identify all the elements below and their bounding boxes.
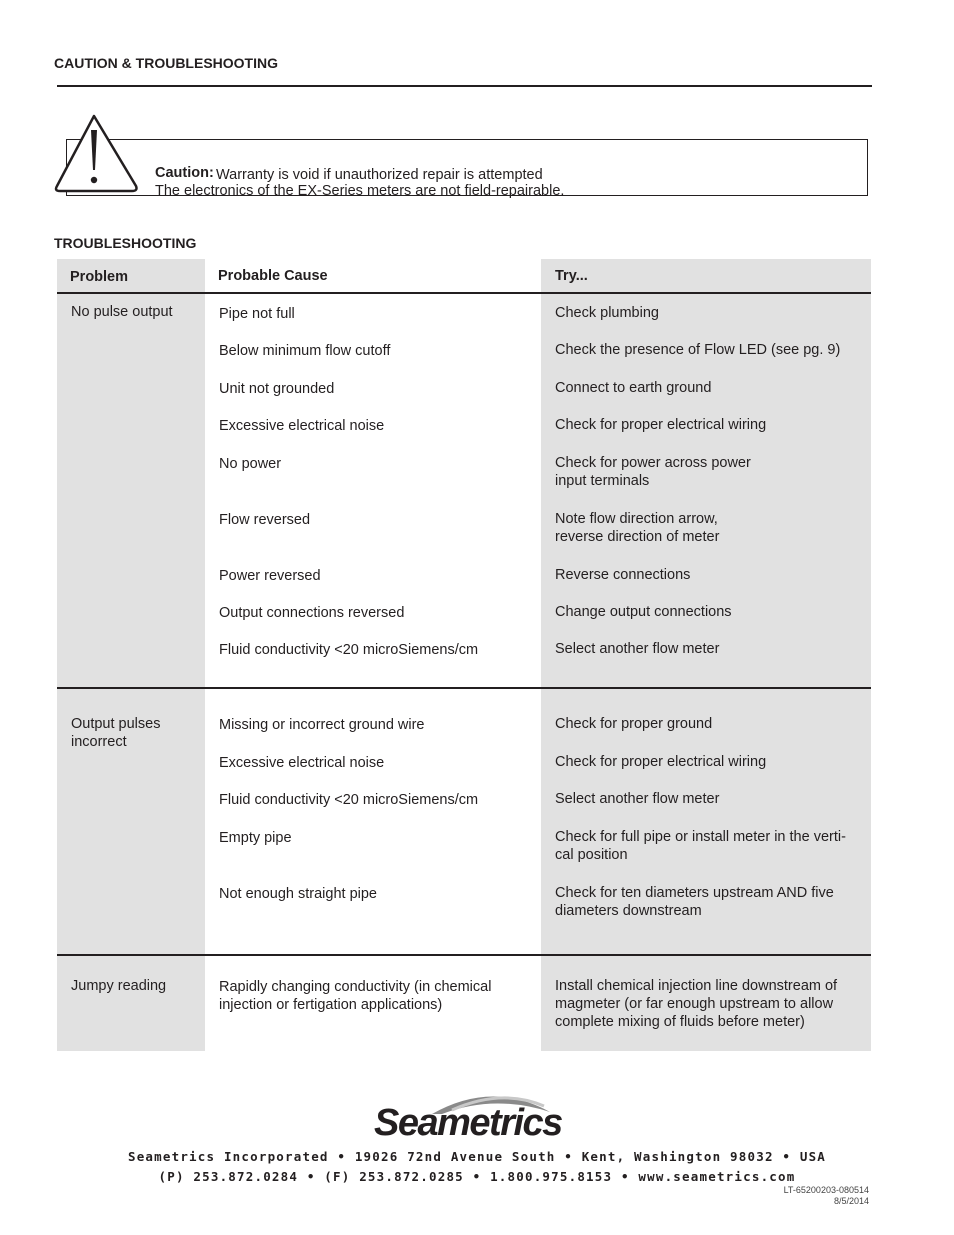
try-cell: Check plumbing xyxy=(555,305,659,321)
try-cell: Select another flow meter xyxy=(555,791,720,807)
problem-column xyxy=(57,259,205,1051)
cause-cell: Empty pipe xyxy=(219,830,292,846)
header-divider xyxy=(57,292,871,294)
footer-contact: (P) 253.872.0284 • (F) 253.872.0285 • 1.800.975.8153 • www.seametrics.com xyxy=(158,1169,796,1184)
cause-cell: Flow reversed xyxy=(219,512,311,528)
try-cell: Check for proper ground xyxy=(555,716,713,732)
header-problem: Problem xyxy=(70,269,129,285)
caution-line1: The electronics of the EX-Series meters are not field-repairable. xyxy=(155,183,565,199)
cause-cell: Excessive electrical noise xyxy=(219,755,385,771)
group-divider xyxy=(57,687,871,689)
divider xyxy=(57,85,872,87)
try-cell: Note flow direction arrow, reverse direction of meter xyxy=(555,511,720,545)
try-cell: Check the presence of Flow LED (see pg. 9) xyxy=(555,342,841,358)
cause-cell: Unit not grounded xyxy=(219,381,335,397)
cause-cell: Below minimum flow cutoff xyxy=(219,343,391,359)
cause-cell: Not enough straight pipe xyxy=(219,886,377,902)
cause-cell: Pipe not full xyxy=(219,306,295,322)
try-cell: Change output connections xyxy=(555,604,732,620)
cause-cell: Fluid conductivity <20 microSiemens/cm xyxy=(219,792,479,808)
warning-icon xyxy=(52,112,142,194)
section-title: CAUTION & TROUBLESHOOTING xyxy=(54,55,278,71)
problem-cell: Jumpy reading xyxy=(71,978,167,994)
cause-cell: No power xyxy=(219,456,282,472)
cause-cell: Fluid conductivity <20 microSiemens/cm xyxy=(219,642,479,658)
header-cause: Probable Cause xyxy=(218,268,328,284)
cause-cell: Rapidly changing conductivity (in chemical injection or fertigation applications) xyxy=(219,979,492,1013)
try-cell: Connect to earth ground xyxy=(555,380,712,396)
try-cell: Check for full pipe or install meter in the verti- cal position xyxy=(555,829,846,863)
group-divider xyxy=(57,954,871,956)
troubleshooting-title: TROUBLESHOOTING xyxy=(54,235,197,251)
try-cell: Reverse connections xyxy=(555,567,691,583)
cause-cell: Excessive electrical noise xyxy=(219,418,385,434)
problem-cell: Output pulses incorrect xyxy=(71,716,161,750)
try-cell: Select another flow meter xyxy=(555,641,720,657)
seametrics-logo: Seametrics xyxy=(372,1088,582,1146)
try-cell: Check for proper electrical wiring xyxy=(555,417,767,433)
try-cell: Check for power across power input terminals xyxy=(555,455,751,489)
try-cell: Install chemical injection line downstream of magmeter (or far enough upstream to allow complete mixing of fluids before meter) xyxy=(555,978,838,1030)
try-cell: Check for ten diameters upstream AND five diameters downstream xyxy=(555,885,834,919)
document-date: 8/5/2014 xyxy=(833,1196,869,1206)
cause-cell: Power reversed xyxy=(219,568,321,584)
cause-cell: Missing or incorrect ground wire xyxy=(219,717,425,733)
try-cell: Check for proper electrical wiring xyxy=(555,754,767,770)
document-id: LT-65200203-080514 xyxy=(783,1185,869,1195)
caution-line2: Warranty is void if unauthorized repair is attempted xyxy=(216,167,543,183)
caution-label: Caution: xyxy=(155,165,214,181)
header-try: Try... xyxy=(555,268,588,284)
problem-cell: No pulse output xyxy=(71,304,173,320)
cause-cell: Output connections reversed xyxy=(219,605,405,621)
footer-address: Seametrics Incorporated • 19026 72nd Avenue South • Kent, Washington 98032 • USA xyxy=(127,1149,827,1164)
